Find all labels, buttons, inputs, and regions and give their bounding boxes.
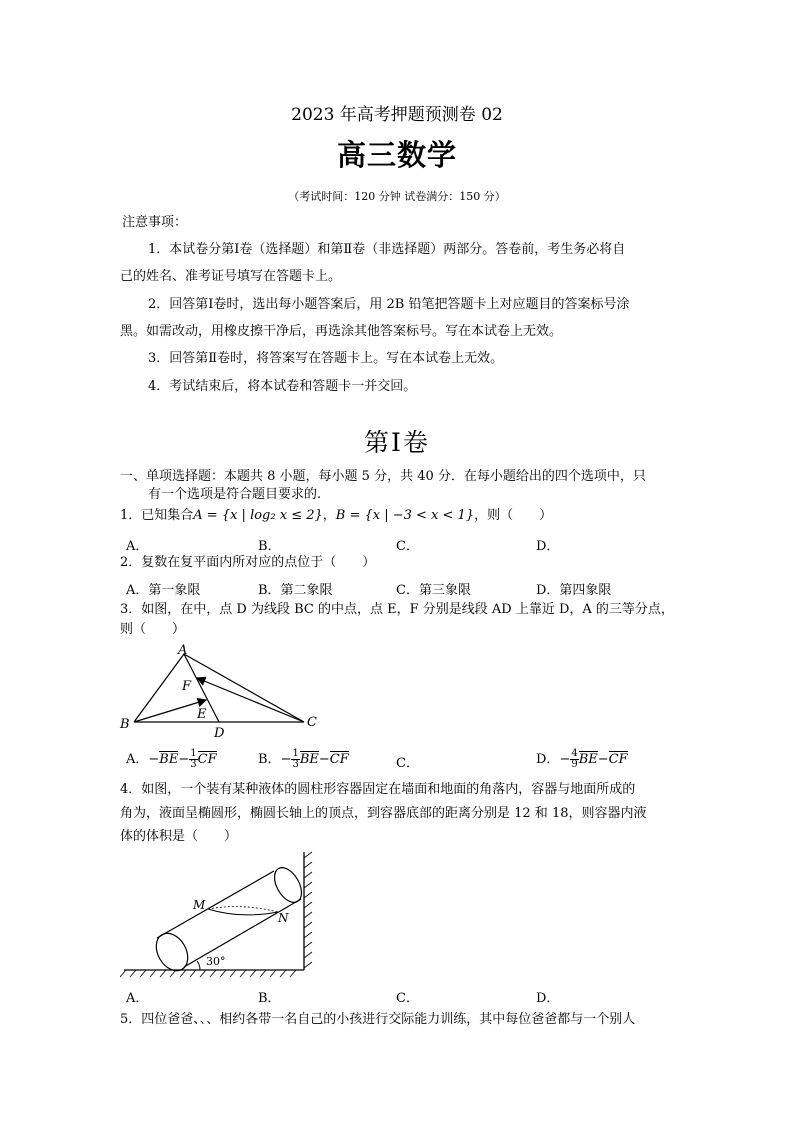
q1-set-a: A = {x | log₂ x ≤ 2} (193, 508, 323, 523)
q3-option-b[interactable]: B．− $\frac{1}{3}$ BE−CF (258, 748, 349, 770)
q4-label-m: M (193, 898, 206, 912)
q3-option-d[interactable]: D．− $\frac{4}{9}$ BE−CF (536, 748, 628, 770)
q1-option-b[interactable]: B． (258, 539, 281, 554)
note-line-6: 4．考试结束后，将本试卷和答题卡一并交回。 (148, 379, 417, 394)
q4-option-c[interactable]: C． (396, 991, 419, 1006)
question-3-stem-line1: 3．如图，在中，点 D 为线段 BC 的中点，点 E，F 分别是线段 AD 上靠近 D，A 的三等分点， (120, 602, 674, 617)
q1-set-b: B = {x | −3 < x < 1} (335, 508, 475, 523)
q2-option-c[interactable]: C．第三象限 (396, 583, 471, 598)
q4-cylinder-figure (120, 848, 330, 978)
q2-option-b[interactable]: B．第二象限 (258, 583, 333, 598)
note-line-3: 2．回答第Ⅰ卷时，选出每小题答案后，用 2B 铅笔把答题卡上对应题目的答案标号涂 (148, 297, 630, 312)
q3-triangle-figure (116, 642, 326, 742)
question-3-stem-line2: 则（ ） (120, 622, 186, 637)
q4-option-b[interactable]: B． (258, 991, 281, 1006)
question-4-stem-line1: 4．如图，一个装有某种液体的圆柱形容器固定在墙面和地面的角落内，容器与地面所成的 (120, 782, 636, 797)
q2-option-d[interactable]: D．第四象限 (536, 583, 612, 598)
q3-label-e: E (197, 707, 207, 722)
notes-heading: 注意事项： (122, 215, 188, 230)
q4-label-n: N (278, 911, 289, 925)
q3-label-b: B (120, 717, 130, 732)
section-intro-line1: 一、单项选择题：本题共 8 小题，每小题 5 分，共 40 分．在每小题给出的四个选项中，只 (120, 469, 646, 484)
paper-title: 2023 年高考押题预测卷 02 (291, 105, 503, 125)
q4-option-a[interactable]: A． (126, 991, 149, 1006)
subject-title: 高三数学 (336, 138, 457, 172)
question-5-stem-line1: 5．四位爸爸、、、相约各带一名自己的小孩进行交际能力训练，其中每位爸爸都与一个别人 (120, 1012, 636, 1027)
q3-label-c: C (307, 715, 317, 730)
question-4-stem-line3: 体的体积是（ ） (120, 829, 238, 844)
q1-prefix: 1．已知集合 (120, 508, 194, 523)
q1-option-a[interactable]: A． (126, 539, 149, 554)
q3-option-c[interactable]: C． (396, 756, 419, 771)
question-4-stem-line2: 角为，液面呈椭圆形，椭圆长轴上的顶点，到容器底部的距离分别是 12 和 18，则容器内液 (120, 806, 647, 821)
q3-label-f: F (182, 679, 192, 694)
q3-label-a: A (178, 643, 188, 658)
q1-option-c[interactable]: C． (396, 539, 419, 554)
q3-option-a[interactable]: A．−BE− $\frac{1}{3}$ CF (126, 748, 217, 770)
q4-cylinder-top (269, 863, 307, 907)
q4-liquid-surface (208, 909, 278, 915)
section-intro-line2: 有一个选项是符合题目要求的. (148, 487, 322, 502)
q3-vector-be (134, 700, 206, 722)
q3-side-ab (134, 654, 184, 722)
note-line-4: 黑。如需改动，用橡皮擦干净后，再选涂其他答案标号。写在本试卷上无效。 (120, 324, 563, 339)
section-title: 第Ⅰ卷 (364, 428, 430, 457)
q1-suffix: ，则（ ） (474, 508, 553, 523)
q3-vector-cf (197, 678, 304, 722)
q4-option-d[interactable]: D． (536, 991, 560, 1006)
q4-cylinder-bottom (150, 928, 194, 977)
q3-label-d: D (214, 726, 225, 741)
q4-label-angle: 30° (206, 955, 226, 968)
exam-info: （考试时间：120 分钟 试卷满分：150 分） (288, 190, 506, 203)
q1-option-d[interactable]: D． (536, 539, 560, 554)
q2-option-a[interactable]: A．第一象限 (126, 583, 201, 598)
note-line-1: 1．本试卷分第Ⅰ卷（选择题）和第Ⅱ卷（非选择题）两部分。答卷前，考生务必将自 (148, 242, 626, 257)
question-1-stem: 1．已知集合A = {x | log₂ x ≤ 2}，B = {x | −3 < x < 1}，则（ ） (120, 508, 553, 523)
note-line-5: 3．回答第Ⅱ卷时，将答案写在答题卡上。写在本试卷上无效。 (148, 351, 504, 366)
question-2-stem: 2．复数在复平面内所对应的点位于（ ） (120, 555, 376, 570)
note-line-2: 己的姓名、准考证号填写在答题卡上。 (120, 269, 342, 284)
